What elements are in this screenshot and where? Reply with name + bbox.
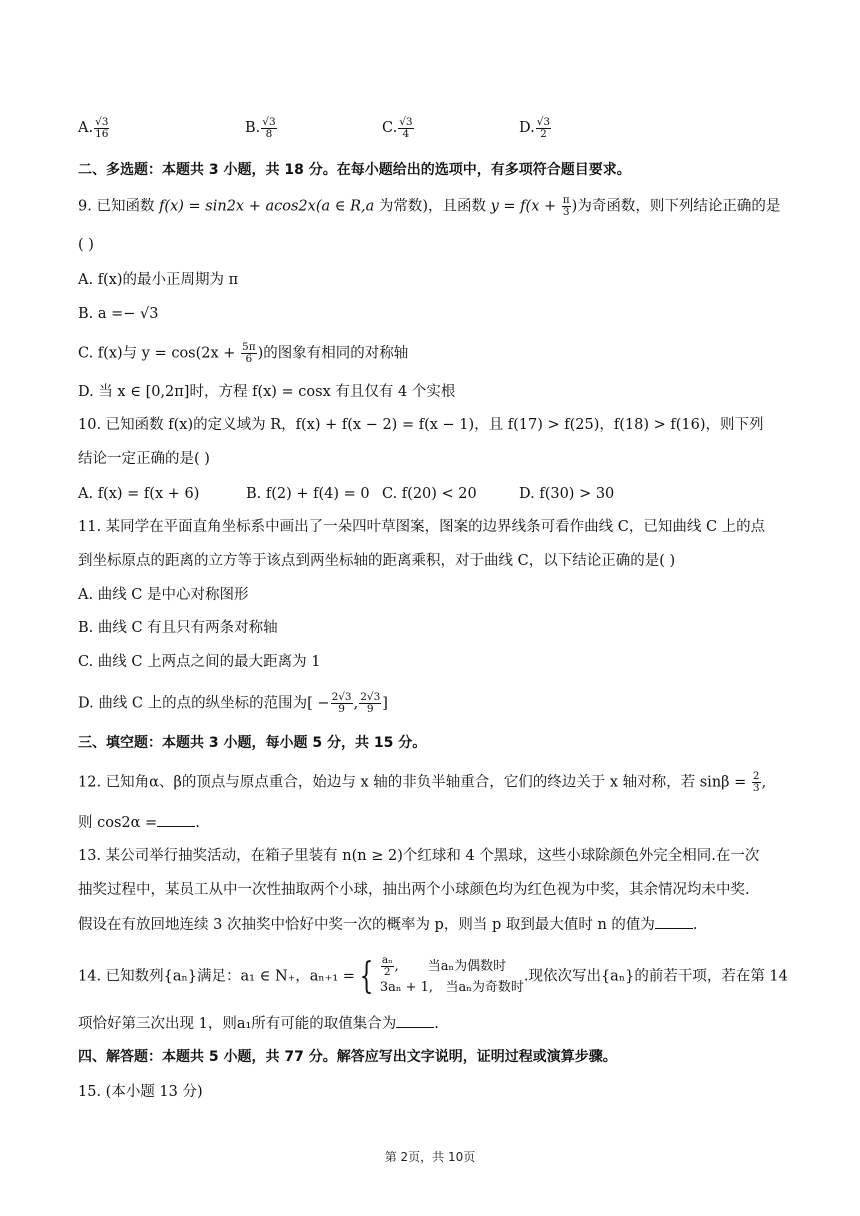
- q14-case2-cond: 当aₙ为奇数时: [445, 980, 524, 995]
- q10-line1: 10. 已知函数 f(x)的定义域为 R，f(x) + f(x − 2) = f(x − 1)，且 f(17) > f(25)，f(18) > f(16)，则下列: [78, 417, 764, 433]
- q11-option-d-den-low: 9: [338, 703, 345, 715]
- q11-option-d-num-high: 2√3: [360, 691, 381, 703]
- q9-option-c-fraction: [241, 342, 257, 365]
- q8-option-b-den: 8: [265, 127, 273, 140]
- q13-end: .: [692, 917, 698, 933]
- q12-line1-text: 12. 已知角α、β的顶点与原点重合，始边与 x 轴的非负半轴重合，它们的终边关于 x 轴对称，若 sinβ =: [78, 774, 751, 791]
- q8-option-c-den: 4: [402, 127, 410, 140]
- q9-option-c-num: 5π: [242, 341, 256, 353]
- q14-pre: 14. 已知数列{aₙ}满足：a₁ ∈ N₊，aₙ₊₁ =: [78, 968, 355, 985]
- q8-option-d-fraction: [536, 117, 551, 140]
- q14-case1-fraction: [381, 955, 394, 978]
- q10-option-d: D. f(30) > 30: [519, 486, 615, 502]
- q8-option-c-label: C.: [382, 120, 398, 136]
- q11-option-d-den-high: 9: [366, 703, 374, 715]
- q13-line2: 抽奖过程中，某员工从中一次性抽取两个小球，抽出两个小球颜色均为红色视为中奖，其余情况均未中奖.: [78, 882, 750, 898]
- q9-option-c-post: )的图象有相同的对称轴: [257, 345, 409, 362]
- q14-line1: [78, 955, 788, 995]
- left-brace-icon: {: [359, 955, 374, 997]
- q11-option-d-pre: D. 曲线 C 上的点的纵坐标的范围为[ −: [78, 695, 330, 712]
- q9-option-c-pre: C. f(x)与 y = cos(2x +: [78, 345, 241, 362]
- q8-option-a-fraction: [94, 117, 109, 140]
- q9-shifted-function: y = f(x +: [490, 198, 561, 215]
- q11-option-d-comma: ,: [353, 695, 359, 712]
- q14-case1: $\frac{\text{aₙ}}{2}$ , 当aₙ为偶数时: [381, 954, 507, 978]
- q9-option-a: A. f(x)的最小正周期为 π: [78, 272, 239, 288]
- q12-period: .: [195, 815, 200, 831]
- q14-case2: [380, 978, 524, 998]
- q14-case1-num: aₙ: [381, 954, 393, 966]
- q9-option-c-den: 6: [245, 353, 253, 365]
- q14-case1-cond: 当aₙ为偶数时: [427, 959, 507, 974]
- q9-function: f(x) = sin2x + acos2x(a ∈ R,a: [159, 198, 375, 215]
- q9-option-c: [78, 342, 408, 365]
- q9-option-d: D. 当 x ∈ [0,2π]时，方程 f(x) = cosx 有且仅有 4 个实根: [78, 384, 456, 400]
- q14-line2-text: 项恰好第三次出现 1，则a₁所有可能的取值集合为: [78, 1016, 397, 1032]
- q13-line1: 13. 某公司举行抽奖活动，在箱子里装有 n(n ≥ 2)个红球和 4 个黑球，这些小球除颜色外完全相同.在一次: [78, 848, 760, 864]
- q12-num: 2: [752, 770, 760, 782]
- q12-line2-text: 则 cos2α =: [78, 815, 158, 831]
- q12-tail: ,: [761, 774, 767, 791]
- q8-option-a: [78, 116, 110, 140]
- q13-line3: [78, 914, 698, 935]
- q9-paren: ( ): [78, 237, 94, 253]
- q8-option-d-den: 2: [540, 127, 547, 140]
- q14-line2: [78, 1013, 439, 1034]
- q11-option-d: [78, 692, 388, 715]
- q8-option-b-label: B.: [245, 120, 261, 136]
- q13-line3-text: 假设在有放回地连续 3 次抽奖中恰好中奖一次的概率为 p，则当 p 取到最大值时 n 的值为: [78, 917, 655, 933]
- q14-end: .: [434, 1016, 439, 1032]
- q12-line2: [78, 812, 200, 833]
- q11-line2: 到坐标原点的距离的立方等于该点到两坐标轴的距离乘积，对于曲线 C，以下结论正确的是( ): [78, 553, 676, 569]
- q14-case1-den: 2: [383, 966, 391, 978]
- q8-option-b: [245, 116, 278, 140]
- q8-option-d: [519, 116, 552, 140]
- section-heading-multiple-choice: 二、多选题：本题共 3 小题，共 18 分。在每小题给出的选项中，有多项符合题目要求。: [78, 162, 631, 178]
- q12-answer-blank[interactable]: [157, 812, 195, 827]
- q8-option-a-label: A.: [78, 120, 94, 136]
- q9-pi: π: [562, 194, 570, 206]
- q12-line1: [78, 771, 766, 794]
- q14-answer-blank[interactable]: [396, 1013, 434, 1028]
- q10-option-b: B. f(2) + f(4) = 0: [246, 486, 370, 502]
- q8-option-c-fraction: [398, 117, 413, 140]
- q10-line2: 结论一定正确的是( ): [78, 451, 210, 467]
- q8-option-d-num: √3: [536, 115, 551, 128]
- q11-line1: 11. 某同学在平面直角坐标系中画出了一朵四叶草图案，图案的边界线条可看作曲线 C，已知曲线 C 上的点: [78, 519, 766, 535]
- q8-option-a-num: √3: [95, 115, 109, 128]
- q13-answer-blank[interactable]: [655, 914, 693, 929]
- q9-option-b: B. a =− √3: [78, 306, 159, 322]
- q9-three: 3: [562, 206, 570, 218]
- q12-den: 3: [752, 782, 760, 794]
- q14-post: .现依次写出{aₙ}的前若干项，若在第 14: [523, 968, 788, 985]
- q15-title: 15. (本小题 13 分): [78, 1084, 203, 1100]
- q9-stem-c: )为奇函数，则下列结论正确的是: [571, 198, 781, 215]
- q8-option-b-fraction: [261, 117, 276, 140]
- q11-option-d-fraction-high: [359, 692, 381, 715]
- page-footer: 第 2页，共 10页: [384, 1150, 476, 1164]
- q10-option-c: C. f(20) < 20: [382, 486, 477, 502]
- q8-option-a-den: 16: [95, 127, 109, 140]
- q9-pi-over-3: [562, 195, 571, 218]
- q11-option-a: A. 曲线 C 是中心对称图形: [78, 587, 249, 603]
- q11-option-b: B. 曲线 C 有且只有两条对称轴: [78, 620, 278, 636]
- q10-option-a: A. f(x) = f(x + 6): [78, 486, 200, 502]
- q11-option-d-num-low: 2√3: [331, 691, 352, 703]
- section-heading-solutions: 四、解答题：本题共 5 小题，共 77 分。解答应写出文字说明，证明过程或演算步骤。: [78, 1049, 617, 1065]
- q14-piecewise: [380, 955, 524, 998]
- q11-option-c: C. 曲线 C 上两点之间的最大距离为 1: [78, 654, 321, 670]
- q11-option-d-post: ]: [382, 695, 388, 712]
- q9-stem-a: 9. 已知函数: [78, 198, 160, 215]
- q14-case2-expr: 3aₙ + 1,: [379, 980, 434, 995]
- q9-stem: [78, 195, 780, 218]
- q8-option-c: [382, 116, 415, 140]
- q9-stem-b: 为常数)，且函数: [374, 198, 491, 215]
- q12-fraction: [752, 771, 761, 794]
- q8-option-d-label: D.: [519, 120, 535, 136]
- q11-option-d-fraction-low: [331, 692, 353, 715]
- q8-option-c-num: √3: [399, 115, 413, 128]
- q8-option-b-num: √3: [262, 115, 276, 128]
- section-heading-fill-in: 三、填空题：本题共 3 小题，每小题 5 分，共 15 分。: [78, 735, 427, 751]
